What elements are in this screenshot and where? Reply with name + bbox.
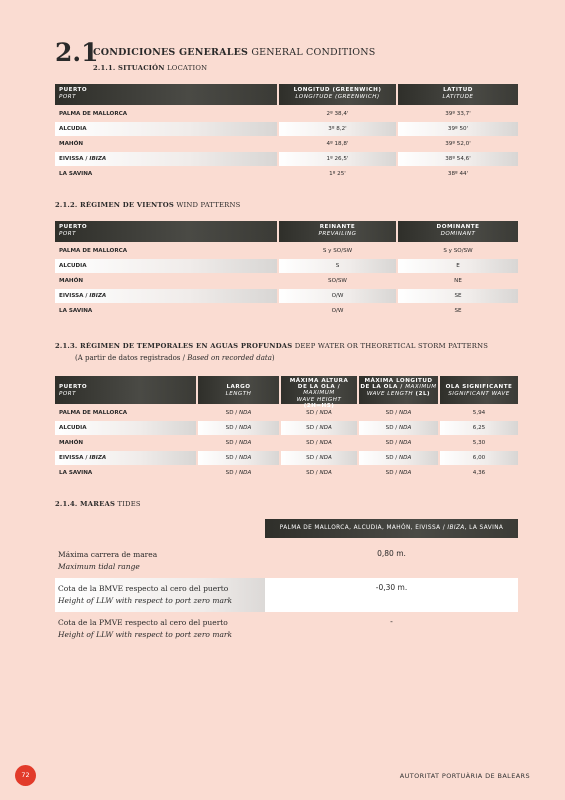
storms-header-port: PUERTO PORT — [55, 376, 196, 404]
table-row: PALMA DE MALLORCA 2º 38,4' 39º 33,7' — [59, 111, 471, 117]
table-row: ALCUDIA S E — [55, 259, 518, 273]
location-heading: 2.1.1. SITUACIÓN LOCATION — [93, 64, 208, 72]
table-row: MAHÓN SO/SW NE — [59, 278, 462, 284]
table-row: PALMA DE MALLORCA SD / NDA SD / NDA SD / NDA 5,94 — [59, 410, 486, 416]
table-row: LA SAVINA SD / NDA SD / NDA SD / NDA 4,36 — [59, 470, 486, 476]
winds-header-prevailing: REINANTE PREVAILING — [279, 221, 396, 242]
winds-header-port: PUERTO PORT — [55, 221, 277, 242]
tides-row-pmve: Cota de la PMVE respecto al cero del puerto Height of LLW with respect to port zero mark - — [58, 617, 393, 639]
footer-organization: AUTORITAT PORTUÀRIA DE BALEARS — [399, 772, 530, 780]
table-row: LA SAVINA O/W SE — [59, 308, 462, 314]
location-header-port: PUERTO PORT — [55, 84, 277, 105]
tides-row-bmve: Cota de la BMVE respecto al cero del puerto Height of LLW with respect to port zero mark -0,30 m. — [55, 578, 518, 612]
table-row: EIVISSA / IBIZA O/W SE — [55, 289, 518, 303]
table-row: EIVISSA / IBIZA 1º 26,5' 38º 54,6' — [55, 152, 518, 166]
table-row: ALCUDIA 3º 8,2' 39º 50' — [55, 122, 518, 136]
tides-header: PALMA DE MALLORCA, ALCUDIA, MAHÓN, EIVISSA / IBIZA, LA SAVINA — [265, 519, 518, 538]
winds-header-dominant: DOMINANTE DOMINANT — [398, 221, 518, 242]
page-number-badge: 72 — [15, 765, 36, 786]
table-row: LA SAVINA 1º 25' 38º 44' — [59, 171, 469, 177]
storms-heading: 2.1.3. RÉGIMEN DE TEMPORALES EN AGUAS PROFUNDAS DEEP WATER OR THEORETICAL STORM PATTERNS — [55, 342, 489, 350]
table-row: MAHÓN 4º 18,8' 39º 52,0' — [59, 141, 471, 147]
section-title: CONDICIONES GENERALES GENERAL CONDITIONS — [93, 47, 376, 58]
location-header-latitude: LATITUD LATITUDE — [398, 84, 518, 105]
location-header-longitude: LONGITUD (GREENWICH) LONGITUDE (GREENWICH) — [279, 84, 396, 105]
storms-header-length: LARGO LENGTH — [198, 376, 279, 404]
storms-header-wave-length: MÁXIMA LONGITUD DE LA OLA / MAXIMUM WAVE LENGTH (2L) — [359, 376, 438, 404]
storms-header-wave-height: MÁXIMA ALTURA DE LA OLA / MAXIMUM WAVE HEIGHT (2H=HS) — [281, 376, 357, 404]
storms-note: (A partir de datos registrados / Based on recorded data) — [75, 354, 275, 362]
storms-header-significant: OLA SIGNIFICANTE SIGNIFICANT WAVE — [440, 376, 518, 404]
section-number: 2.1 — [55, 38, 99, 67]
tides-heading: 2.1.4. MAREAS TIDES — [55, 500, 141, 508]
table-row: MAHÓN SD / NDA SD / NDA SD / NDA 5,30 — [59, 440, 486, 446]
table-row: EIVISSA / IBIZA SD / NDA SD / NDA SD / NDA 6,00 — [55, 451, 518, 465]
table-row: PALMA DE MALLORCA S y SO/SW S y SO/SW — [59, 248, 473, 254]
tides-row-max-range: Máxima carrera de marea Maximum tidal range 0,80 m. — [58, 549, 406, 571]
winds-heading: 2.1.2. RÉGIMEN DE VIENTOS WIND PATTERNS — [55, 201, 241, 209]
table-row: ALCUDIA SD / NDA SD / NDA SD / NDA 6,25 — [55, 421, 518, 435]
